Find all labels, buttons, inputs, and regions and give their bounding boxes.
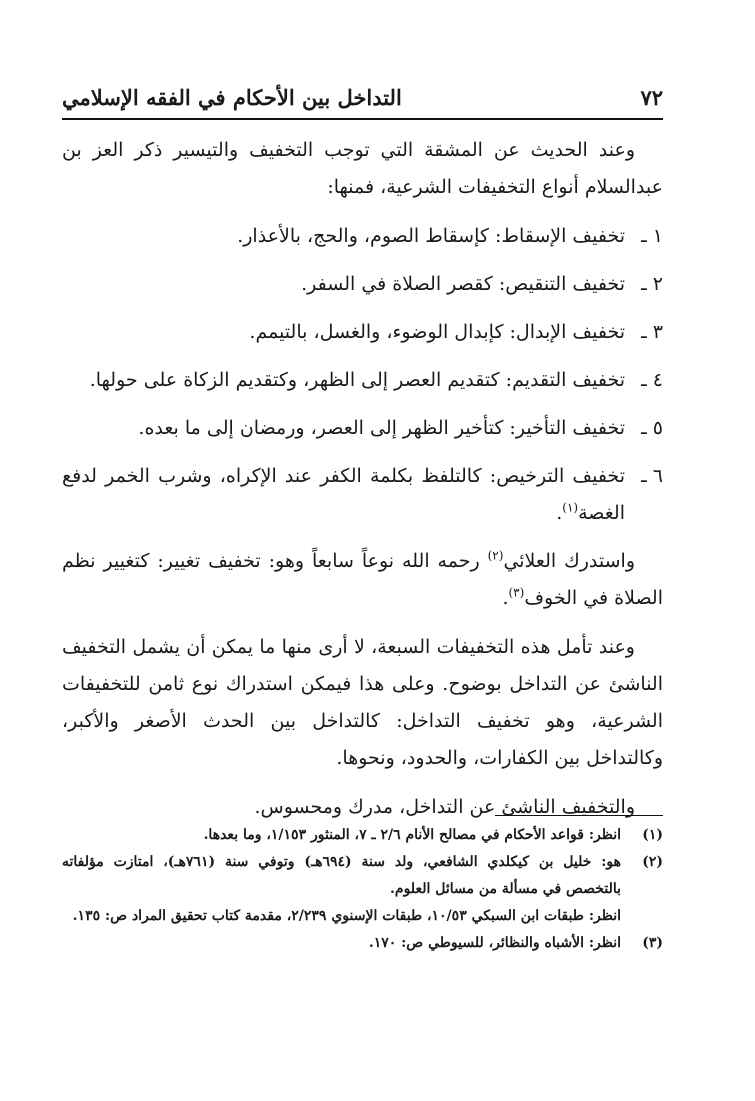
list-item bbox=[62, 314, 663, 351]
page-header bbox=[62, 80, 663, 114]
footnote-number: (١) bbox=[642, 827, 663, 843]
footnote-text: هو: خليل بن كيكلدي الشافعي، ولد سنة (٦٩٤هـ) وتوفي سنة (٧٦١هـ)، امتازت مؤلفاته بالتخصص في مسألة من مسائل العلوم. bbox=[62, 854, 621, 897]
addition-text-a: واستدرك العلائي bbox=[503, 550, 636, 572]
header-rule bbox=[62, 118, 663, 120]
list-item-text bbox=[62, 458, 625, 532]
list-item-text: تخفيف الإسقاط: كإسقاط الصوم، والحج، بالأعذار. bbox=[237, 225, 625, 247]
footnote-rule bbox=[495, 815, 663, 816]
list-item bbox=[62, 458, 663, 532]
footnote-ref-3[interactable]: (٣) bbox=[508, 585, 525, 600]
closing-paragraph: والتخفيف الناشئ عن التداخل، مدرك ومحسوس. bbox=[254, 796, 635, 818]
list-item-end: . bbox=[556, 502, 563, 524]
footnotes bbox=[62, 822, 663, 957]
addition-text-end: . bbox=[502, 587, 509, 609]
running-title: التداخل بين الأحكام في الفقه الإسلامي bbox=[62, 84, 402, 110]
footnote-3 bbox=[62, 930, 663, 957]
analysis-paragraph: وعند تأمل هذه التخفيفات السبعة، لا أرى منها ما يمكن أن يشمل التخفيف الناشئ عن التداخل بوضوح. وعلى هذا فيمكن استدراك نوع ثامن للتخفيفات الشرعية، وهو تخفيف التداخل: كالتداخل بين الحدث الأصغر والأكبر، وكالتداخل بين الكفارات، والحدود، ونحوها. bbox=[62, 636, 663, 769]
list-item-text-main: تخفيف الترخيص: كالتلفظ بكلمة الكفر عند الإكراه، وشرب الخمر لدفع الغصة bbox=[62, 465, 625, 524]
intro-paragraph: وعند الحديث عن المشقة التي توجب التخفيف والتيسير ذكر العز بن عبدالسلام أنواع التخفيفات الشرعية، فمنها: bbox=[62, 139, 663, 198]
footnote-number: (٢) bbox=[642, 854, 663, 870]
list-item-number: ٣ ـ bbox=[641, 321, 663, 343]
addition-paragraph bbox=[62, 543, 663, 617]
footnote-text: انظر: الأشباه والنظائر، للسيوطي ص: ١٧٠. bbox=[368, 935, 621, 951]
footnote-number: (٣) bbox=[642, 935, 663, 951]
main-text bbox=[62, 132, 663, 838]
list-item-text: تخفيف التأخير: كتأخير الظهر إلى العصر، ورمضان إلى ما بعده. bbox=[138, 417, 625, 439]
list-item bbox=[62, 362, 663, 399]
list-item-number: ٢ ـ bbox=[641, 273, 663, 295]
page-number: ٧٢ bbox=[640, 84, 663, 110]
list-item-text: تخفيف الإبدال: كإبدال الوضوء، والغسل، بالتيمم. bbox=[249, 321, 625, 343]
footnote-2 bbox=[62, 849, 663, 903]
list-item-number: ٤ ـ bbox=[641, 369, 663, 391]
footnote-2-sources: انظر: طبقات ابن السبكي ١٠/٥٣، طبقات الإسنوي ٢/٢٣٩، مقدمة كتاب تحقيق المراد ص: ١٣٥. bbox=[72, 908, 621, 924]
list-item-number: ٦ ـ bbox=[641, 465, 663, 487]
footnote-text: انظر: قواعد الأحكام في مصالح الأنام ٢/٦ ـ ٧، المنثور ١/١٥٣، وما بعدها. bbox=[203, 827, 621, 843]
list-item-number: ٥ ـ bbox=[641, 417, 663, 439]
list-item bbox=[62, 218, 663, 255]
addition-text-b: رحمه الله نوعاً سابعاً وهو: تخفيف تغيير: كتغيير نظم الصلاة في الخوف bbox=[62, 550, 663, 609]
list-item-number: ١ ـ bbox=[641, 225, 663, 247]
list-item bbox=[62, 410, 663, 447]
list-item-text: تخفيف التنقيص: كقصر الصلاة في السفر. bbox=[301, 273, 625, 295]
list-item-text: تخفيف التقديم: كتقديم العصر إلى الظهر، وكتقديم الزكاة على حولها. bbox=[89, 369, 625, 391]
list-item bbox=[62, 266, 663, 303]
footnote-1 bbox=[62, 822, 663, 849]
footnote-ref-1[interactable]: (١) bbox=[562, 500, 579, 515]
footnote-ref-2[interactable]: (٢) bbox=[487, 548, 504, 563]
